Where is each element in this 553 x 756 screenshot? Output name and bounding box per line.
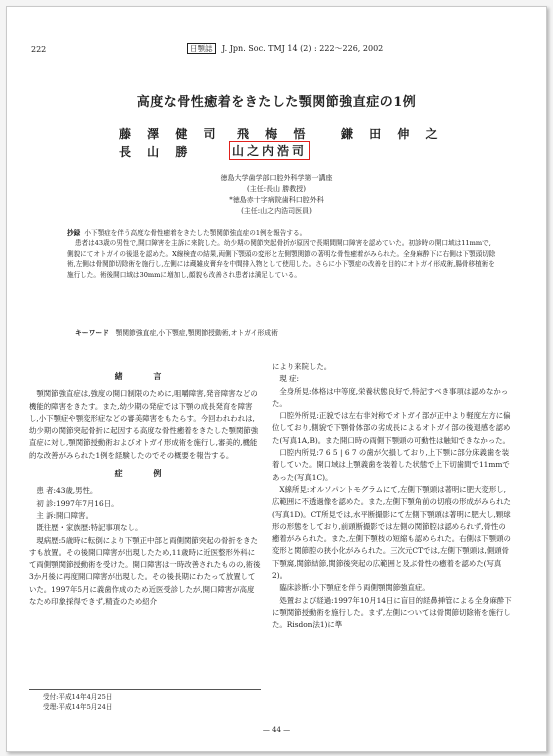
journal-citation: J. Jpn. Soc. TMJ 14 (2) : 222〜226, 2002 [222,44,384,53]
section-heading-case: 症 例 [114,468,176,479]
keywords-label: キーワード [75,329,109,337]
affiliation-block [7,173,546,217]
highlighted-author-name: 山之内浩司 [229,141,310,160]
status-heading: 現 症: [279,374,300,384]
abstract [67,228,497,280]
extraoral-findings: 口腔外所見:正貌では左右非対称でオトガイ部が正中より軽度左方に偏位しており,側貌で下顎骨体部の劣成長によるオトガイ部の後退感を認めた(写真1A,B)。また開口時の両側下顎頭の可動性は触知できなかった。 [272,411,511,445]
paper-page [6,6,547,752]
author-name: 長 山 勝 [119,145,194,159]
clinical-diagnosis: 臨床診断:小下顎症を伴う両側顎関節強直症。 [279,583,430,593]
footer-page-number: — 44 — [262,726,291,734]
abstract-text: 患者は43歳の男性で,開口障害を主訴に来院した。幼少期の関節突起骨折が原因で長期間開口障害を認めていた。初診時の開口域は11mmで,側貌にてオトガイの後退を認めた。X線検査の結果,両側下顎頭の変形と左側顎関節の著明な骨性癒着がみられた。全身麻酔下に右側は下顎頭切除術,左側は骨関節切除術を施行し,左側には蔵雑皮膏弁を中間排入物として使用した。さらに小下顎症の改善を目的にオトガイ形成術,腸骨移植術を施行した。術後開口域は30mmに増加し,顔貌も改善され患者は満足している。 [67,239,496,279]
case-first-visit: 初 診:1997年7月16日。 [36,498,119,508]
keywords-text: 顎関節強直症,小下顎症,顎関節授動術,オトガイ形成術 [115,329,278,337]
case-history: 既往歴・家族歴:特記事項なし。 [36,523,143,533]
keywords [75,327,278,337]
affiliation-line: *徳島赤十字病院歯科口腔外科 [229,196,324,204]
xray-findings: X線所見:オルソパントモグラムにて,左側下顎頭は著明に肥大変形し,広範囲に不透過像を認めた。また,左側下顎角前の切痕の形成がみられた(写真1D)。CT所見では,水平断撮影にて左側下顎頭は著明に肥大し,顆球形の形態をしており,前頭断撮影では左側の関節腔は認められず,骨性の癒着がみられた。また,左側下顎枝の短縮も認められた。右側は下顎頭の変形と関節腔の狭小化がみられた。三次元CTでは,左側下顎頭は,側頭骨下顎窩,関節結節,関節後突起の広範囲と及ぶ骨性の癒着を認めた(写真2)。 [272,484,511,581]
left-column [29,365,261,608]
introduction-text: 顎関節強直症は,強度の開口制限のために,咀嚼障害,発音障害などの機能的障害をきたす。また,幼少期の発症では下顎の成長発育を障害し,小下顎症や顎変形症などの審美障害をもたらす。今回われわれは,幼少期の関節突起骨折に起因する高度な骨性癒着をきたした顎関節強直症に対し,顎関節授動術およびオトガイ形成術を施行し,審美的,機能的な改善がみられた1例を経験したのでその概要を報告する。 [29,389,259,460]
continued-text: により来院した。 [272,362,332,371]
intraoral-findings: 口腔内所見:7 6 5 | 6 7 の歯が欠損しており,上下顎に部分床義歯を装着していた。開口域は上顎義歯を装着した状態で上下切歯間で11mmであった(写真1C)。 [272,448,510,482]
abstract-text: 小下顎症を伴う高度な骨性癒着をきたした顎関節強直症の1例を報告する。 [84,229,307,237]
case-complaint: 主 訴:開口障害。 [36,510,93,520]
case-present-illness: 現病歴:5歳時に転倒により下顎正中部と両側関節突起の骨折をきたすも放置。その後開口障害が出現したため,11歳時に近医整形外科にて両側顎関節授動術を受けた。開口障害は一時改善されたものの,術後3か月後に再度開口障害が出現した。その後長期にわたって放置していた。1997年5月に義歯作成のため近医受診したが,開口障害が高度なため印象採得できず,精査のため紹介 [29,535,261,607]
received-date: 受付:平成14年4月25日 [43,693,113,701]
affiliation-line: (主任:長山 勝教授) [246,185,307,193]
right-column [272,361,512,632]
affiliation-line: (主任:山之内浩司医員) [241,207,312,215]
paper-title: 高度な骨性癒着をきたした顎関節強直症の1例 [136,95,417,110]
author-name: 飛 梅 悟 [237,127,312,141]
case-patient: 患 者:43歳,男性。 [36,486,98,496]
author-name: 鎌 田 伸 之 [341,127,444,141]
author-name: 藤 澤 健 司 [119,127,222,141]
journal-abbrev-box: 日顎誌 [187,43,216,54]
general-findings: 全身所見:体格は中等度,栄養状態良好で,特記すべき事項は認めなかった。 [272,386,509,408]
page-number: 222 [31,45,47,54]
received-dates [29,689,261,712]
journal-reference [187,43,383,54]
treatment-course: 処置および経過:1997年10月14日に盲目的経鼻挿管による全身麻酔下に顎関節授動術を施行した。まず,左側については骨関節切除術を施行した。Risdon法1)に準 [272,595,512,630]
accepted-date: 受理:平成14年5月24日 [43,703,113,711]
section-heading-introduction: 緒 言 [114,371,176,381]
abstract-label: 抄録 [67,229,81,237]
affiliation-line: 徳島大学歯学部口腔外科学第一講座 [220,174,333,182]
